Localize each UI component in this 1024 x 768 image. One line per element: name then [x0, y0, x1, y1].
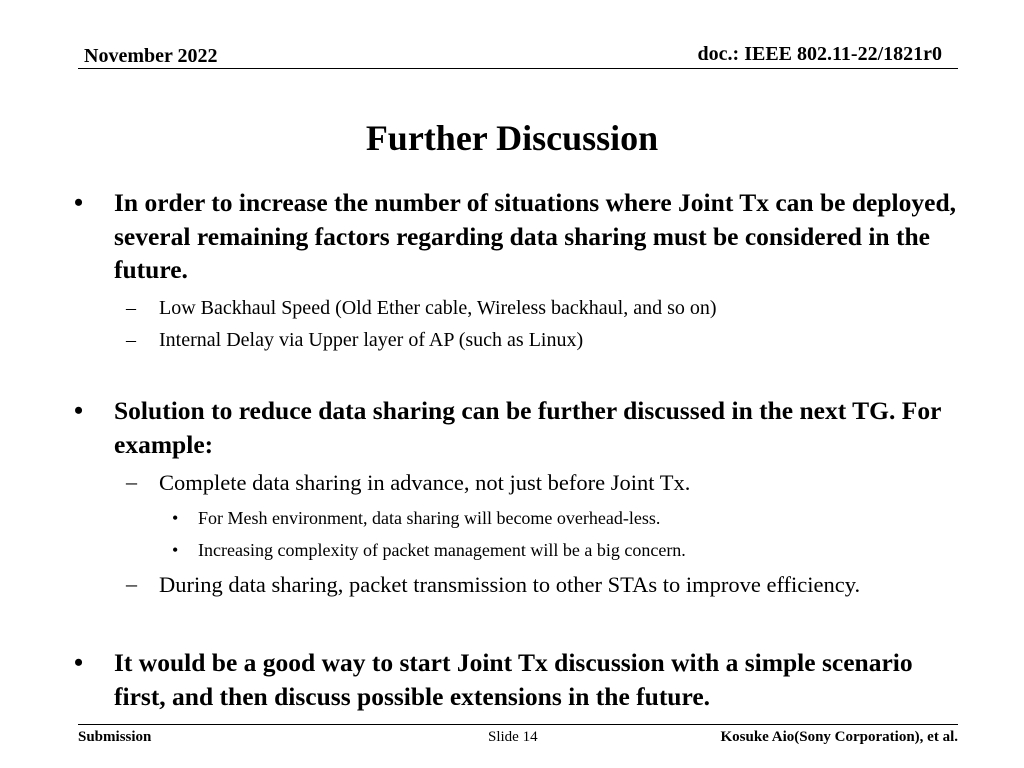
- bullet-1-text: In order to increase the number of situations where Joint Tx can be deployed, several remaining factors regarding data sharing must be considered in the future.: [114, 188, 956, 284]
- dash-marker: –: [126, 469, 137, 494]
- bullet-marker: •: [74, 396, 84, 425]
- bullet-marker-small: •: [172, 540, 179, 560]
- bullet-2-sub-2: During data sharing, packet transmission to other STAs to improve efficiency.: [159, 572, 861, 597]
- bullet-2-sub-1-item-1: For Mesh environment, data sharing will become overhead-less.: [198, 508, 661, 528]
- footer-author: Kosuke Aio(Sony Corporation), et al.: [720, 729, 958, 745]
- bullet-2-text: Solution to reduce data sharing can be further discussed in the next TG. For example:: [114, 396, 941, 459]
- footer-submission: Submission: [78, 729, 152, 745]
- dash-marker: –: [126, 297, 136, 319]
- header-date: November 2022: [84, 45, 218, 67]
- bullet-1-sub-2: Internal Delay via Upper layer of AP (such as Linux): [159, 329, 584, 351]
- header-doc-id: doc.: IEEE 802.11-22/1821r0: [697, 43, 942, 65]
- bullet-marker-small: •: [172, 508, 179, 528]
- header-rule: [78, 68, 958, 69]
- dash-marker: –: [126, 329, 136, 351]
- bullet-2-sub-1-item-2: Increasing complexity of packet management will be a big concern.: [198, 540, 686, 560]
- bullet-2-sub-1: Complete data sharing in advance, not just before Joint Tx.: [159, 470, 691, 495]
- bullet-3-text: It would be a good way to start Joint Tx discussion with a simple scenario first, and then discuss possible extensions in the future.: [114, 648, 913, 711]
- footer-rule: [78, 724, 958, 725]
- dash-marker: –: [126, 571, 137, 596]
- bullet-marker: •: [74, 648, 84, 677]
- bullet-marker: •: [74, 188, 84, 217]
- bullet-1-sub-1: Low Backhaul Speed (Old Ether cable, Wireless backhaul, and so on): [159, 297, 717, 319]
- slide-title: Further Discussion: [365, 118, 659, 158]
- footer-slide-number: Slide 14: [488, 729, 538, 745]
